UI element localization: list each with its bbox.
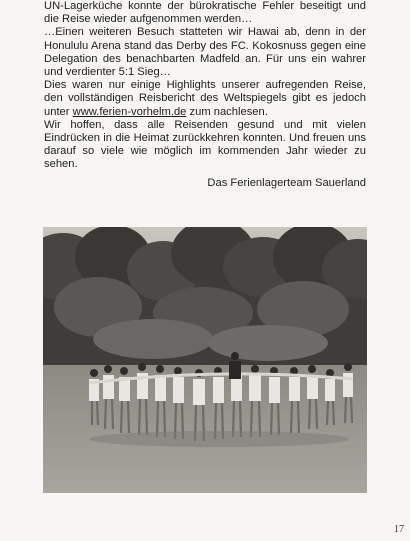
paragraph-4: Wir hoffen, dass alle Reisenden gesund und mit vielen Eindrücken in die Heimat zurückkehren konnten. Und freuen uns darauf so viele wie möglich im kommenden Jahr wieder zu sehen. bbox=[44, 118, 366, 171]
paragraph-3 bbox=[44, 79, 366, 119]
paragraph-3-text-before: Dies waren nur einige Highlights unserer aufregenden Reise, den vollständigen Reisbericht des Weltspiegels gibt es jedoch unter bbox=[44, 79, 366, 118]
paragraph-1: UN-Lagerküche konnte der bürokratische Fehler beseitigt und die Reise wieder aufgenommen werden… bbox=[44, 0, 366, 26]
paragraph-2: …Einen weiteren Besuch statteten wir Hawai ab, denn in der Honululu Arena stand das Derby des FC. Kokosnuss gegen eine Delegation des benachbarten Madfeld an. Für uns ein wahrer und verdienter 5:1 Sieg… bbox=[44, 26, 366, 79]
signature: Das Ferienlagerteam Sauerland bbox=[207, 176, 366, 189]
page-number: 17 bbox=[394, 524, 404, 535]
paragraph-3-text-after: zum nachlesen. bbox=[186, 105, 268, 118]
article-text bbox=[44, 0, 366, 190]
group-photo-illustration bbox=[43, 227, 367, 493]
website-link[interactable]: www.ferien-vorhelm.de bbox=[72, 105, 187, 118]
tree-line bbox=[43, 227, 367, 372]
group-photo bbox=[43, 227, 367, 493]
